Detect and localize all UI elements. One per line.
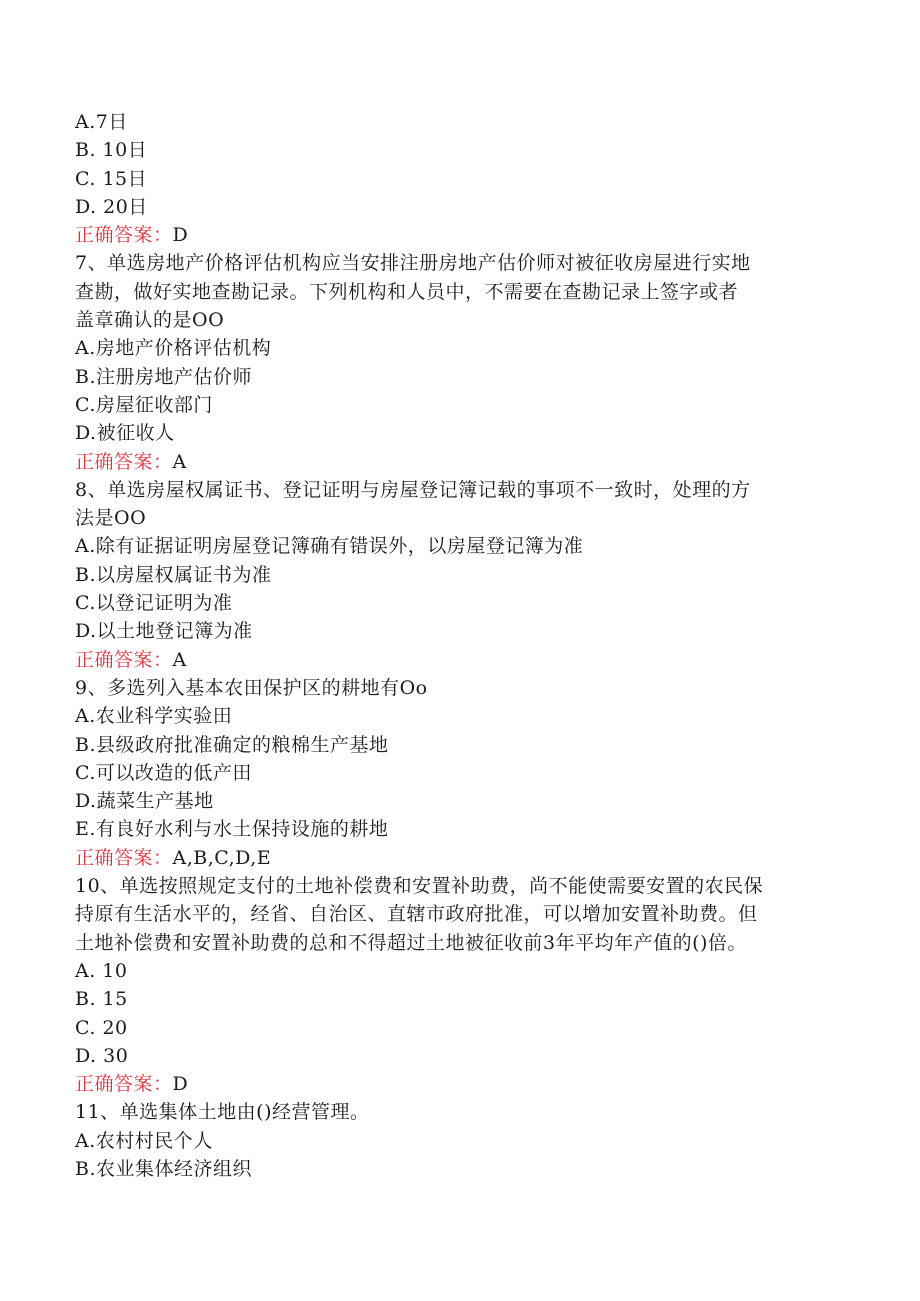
question-text: 11、单选集体土地由()经营管理。: [75, 1101, 370, 1124]
option-text: D. 20日: [75, 195, 148, 218]
question-text: 查勘，做好实地查勘记录。下列机构和人员中，不需要在查勘记录上签字或者: [75, 280, 739, 303]
answer-value: A,B,C,D,E: [172, 846, 272, 869]
answer-label: 正确答案：: [75, 1073, 173, 1096]
question-text: 盖章确认的是OO: [75, 309, 225, 332]
option-text: B.农业集体经济组织: [75, 1157, 253, 1180]
option-text: E.有良好水利与水土保持设施的耕地: [75, 818, 389, 841]
answer-line: [75, 221, 875, 249]
answer-line: [75, 448, 875, 476]
question-text: 8、单选房屋权属证书、登记证明与房屋登记簿记载的事项不一致时，处理的方: [75, 478, 751, 501]
option-text: A. 10: [75, 959, 128, 982]
answer-value: A: [172, 450, 187, 473]
question-text: 9、多选列入基本农田保护区的耕地有Oo: [75, 676, 428, 699]
option-text: C.以登记证明为准: [75, 592, 233, 615]
answer-label: 正确答案：: [75, 450, 173, 473]
answer-line: [75, 1070, 875, 1098]
question-text: 7、单选房地产价格评估机构应当安排注册房地产估价师对被征收房屋进行实地: [75, 252, 751, 275]
option-text: C.可以改造的低产田: [75, 761, 252, 784]
answer-label: 正确答案：: [75, 846, 173, 869]
option-text: B.县级政府批准确定的粮棉生产基地: [75, 733, 389, 756]
option-text: B.注册房地产估价师: [75, 365, 253, 388]
option-text: D.被征收人: [75, 422, 175, 445]
question-text: 土地补偿费和安置补助费的总和不得超过土地被征收前3年平均年产值的()倍。: [75, 931, 747, 954]
option-text: B. 10日: [75, 139, 148, 162]
question-text: 法是OO: [75, 507, 147, 530]
option-text: C. 20: [75, 1016, 128, 1039]
option-text: D. 30: [75, 1044, 129, 1067]
answer-value: D: [172, 224, 189, 247]
option-text: B. 15: [75, 988, 128, 1011]
option-text: B.以房屋权属证书为准: [75, 563, 272, 586]
option-text: C. 15日: [75, 167, 148, 190]
option-text: A.农业科学实验田: [75, 705, 233, 728]
question-text: 10、单选按照规定支付的土地补偿费和安置补助费，尚不能使需要安置的农民保: [75, 875, 764, 898]
option-text: D.蔬菜生产基地: [75, 790, 214, 813]
question-text: 持原有生活水平的，经省、自治区、直辖市政府批准，可以增加安置补助费。但: [75, 903, 758, 926]
option-text: D.以土地登记簿为准: [75, 620, 253, 643]
option-text: A.房地产价格评估机构: [75, 337, 272, 360]
option-text: A.农村村民个人: [75, 1129, 213, 1152]
document-body: [75, 108, 875, 1183]
option-text: A.7日: [75, 111, 128, 133]
option-text: A.除有证据证明房屋登记簿确有错误外，以房屋登记簿为准: [75, 535, 584, 558]
answer-line: [75, 646, 875, 674]
option-text: C.房屋征收部门: [75, 393, 213, 416]
answer-value: D: [172, 1073, 189, 1096]
answer-label: 正确答案：: [75, 224, 173, 247]
answer-value: A: [172, 648, 187, 671]
answer-line: [75, 844, 875, 872]
answer-label: 正确答案：: [75, 648, 173, 671]
